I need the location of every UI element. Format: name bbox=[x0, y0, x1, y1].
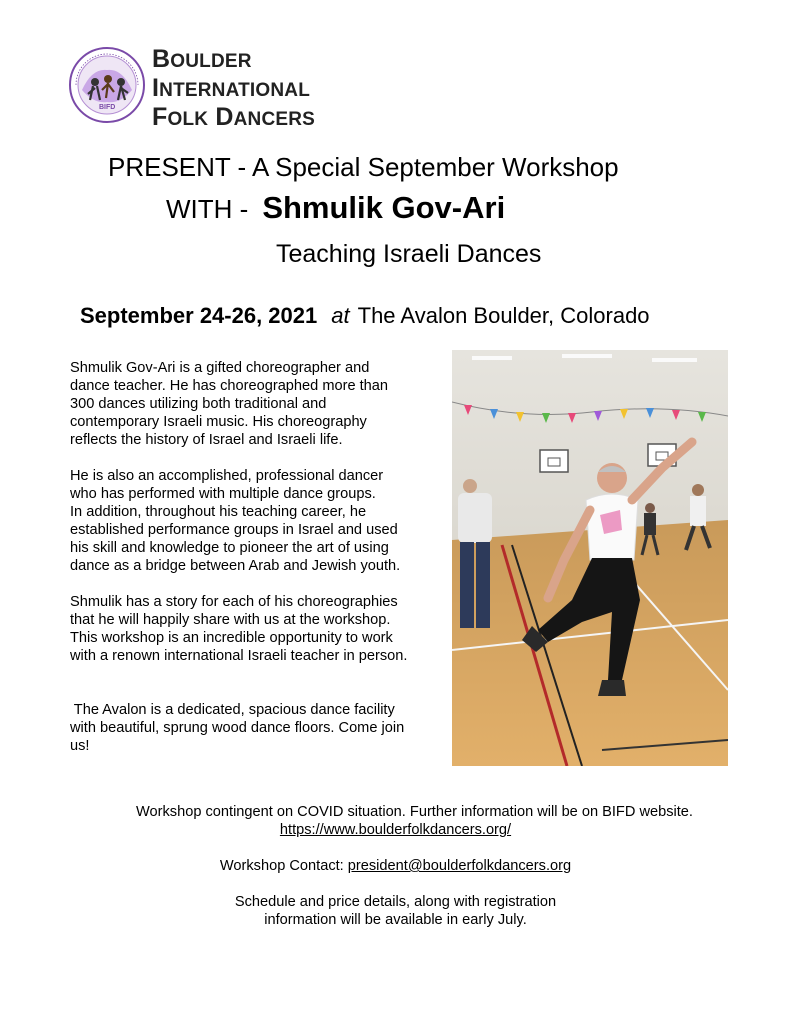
bifd-logo bbox=[68, 44, 338, 130]
present-heading: PRESENT - A Special September Workshop bbox=[108, 152, 619, 182]
text-line: He is also an accomplished, professional dancer bbox=[70, 468, 384, 484]
text-line: his skill and knowledge to pioneer the art of using bbox=[70, 540, 389, 556]
text-line: In addition, throughout his teaching career, he bbox=[70, 504, 367, 520]
logo-initial: I bbox=[152, 74, 160, 102]
text-line: reflects the history of Israel and Israeli life. bbox=[70, 432, 343, 448]
with-heading bbox=[166, 190, 505, 226]
text-line: contemporary Israeli music. His choreography bbox=[70, 414, 367, 430]
event-date: September 24-26, 2021 bbox=[80, 303, 318, 328]
covid-notice: Workshop contingent on COVID situation. Further information will be on BIFD website. bbox=[136, 804, 693, 820]
text-line: This workshop is an incredible opportunity to work bbox=[70, 630, 393, 646]
paragraph-venue bbox=[70, 683, 442, 755]
logo-rest: ANCERS bbox=[233, 109, 316, 130]
instructor-photo bbox=[452, 350, 728, 766]
paragraph-career bbox=[70, 467, 442, 575]
spacer bbox=[0, 839, 791, 857]
text-line: dance as a bridge between Arab and Jewish youth. bbox=[70, 558, 401, 574]
website-link[interactable]: https://www.boulderfolkdancers.org/ bbox=[279, 822, 512, 838]
text-line: with beautiful, sprung wood dance floors. Come join bbox=[70, 720, 405, 736]
spacer bbox=[0, 875, 791, 893]
teaching-subtitle: Teaching Israeli Dances bbox=[276, 240, 542, 268]
logo-rest: OULDER bbox=[170, 51, 252, 72]
paragraph-bio bbox=[70, 359, 442, 449]
bifd-seal-icon bbox=[68, 46, 146, 124]
logo-line-folk-dancers bbox=[152, 104, 315, 133]
logo-initial: B bbox=[152, 45, 171, 73]
logo-initial: F bbox=[152, 103, 168, 131]
event-location: The Avalon Boulder, Colorado bbox=[357, 303, 650, 328]
text-line: 300 dances utilizing both traditional and bbox=[70, 396, 327, 412]
text-line: that he will happily share with us at the workshop. bbox=[70, 612, 391, 628]
text-line: Shmulik Gov-Ari is a gifted choreographer and bbox=[70, 360, 370, 376]
logo-line-boulder bbox=[152, 46, 315, 75]
logo-rest: OLK bbox=[167, 109, 209, 130]
seal-text: BIFD bbox=[99, 104, 116, 111]
text-line: us! bbox=[70, 738, 90, 754]
at-word: at bbox=[331, 303, 350, 328]
instructor-name: Shmulik Gov-Ari bbox=[262, 190, 506, 225]
schedule-line-2: information will be available in early July. bbox=[264, 912, 527, 928]
logo-initial: D bbox=[215, 103, 234, 131]
contact-line bbox=[0, 857, 791, 875]
contact-label: Workshop Contact: bbox=[219, 858, 348, 874]
text-line: dance teacher. He has choreographed more than bbox=[70, 378, 389, 394]
with-label: WITH - bbox=[166, 194, 249, 224]
contact-email-link[interactable]: president@boulderfolkdancers.org bbox=[347, 858, 572, 874]
paragraph-stories bbox=[70, 593, 442, 665]
logo-line-international bbox=[152, 75, 315, 104]
schedule-line-1: Schedule and price details, along with registration bbox=[234, 894, 557, 910]
logo-wordmark bbox=[152, 46, 315, 133]
text-line: Shmulik has a story for each of his choreographies bbox=[70, 594, 398, 610]
text-line: The Avalon is a dedicated, spacious dance facility bbox=[70, 702, 395, 718]
event-dateline bbox=[80, 303, 650, 329]
text-line: with a renown international Israeli teacher in person. bbox=[70, 648, 408, 664]
text-line: who has performed with multiple dance groups. bbox=[70, 486, 376, 502]
text-line: established performance groups in Israel and used bbox=[70, 522, 398, 538]
description-body bbox=[70, 359, 442, 773]
logo-rest: NTERNATIONAL bbox=[159, 80, 311, 101]
footer bbox=[0, 803, 791, 929]
